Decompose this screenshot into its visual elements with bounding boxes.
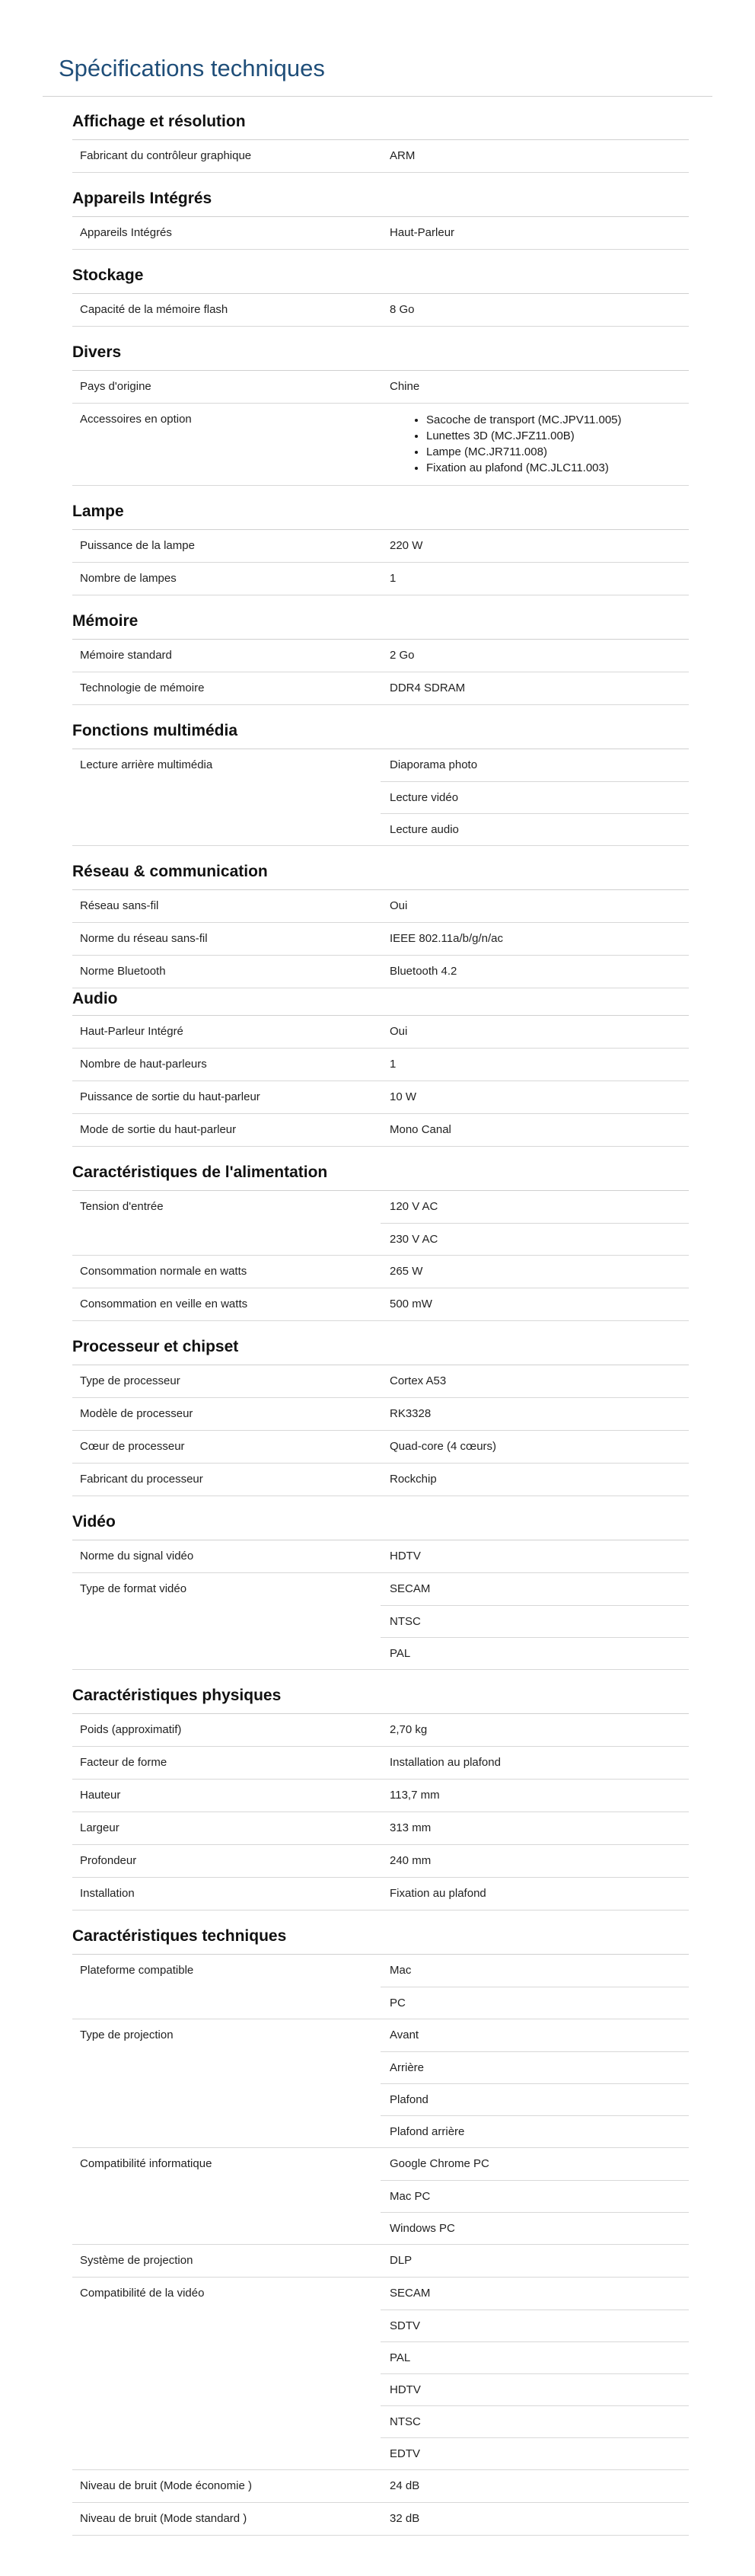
spec-value: Lecture vidéo [381, 781, 689, 813]
spec-section [72, 1496, 689, 1670]
spec-values [381, 217, 689, 249]
accessory-list [390, 412, 689, 476]
section-title: Audio [72, 988, 689, 1016]
spec-label: Type de projection [80, 2029, 174, 2041]
spec-row [72, 1365, 689, 1398]
section-title: Vidéo [72, 1496, 689, 1540]
spec-values [381, 890, 689, 922]
spec-label: Type de format vidéo [80, 1582, 187, 1595]
spec-row [72, 890, 689, 923]
spec-label: Capacité de la mémoire flash [80, 303, 228, 316]
spec-row [72, 2278, 689, 2470]
spec-value: 313 mm [390, 1821, 432, 1834]
spec-label: Mémoire standard [80, 649, 172, 662]
spec-value: PC [381, 1987, 689, 2019]
spec-row [72, 1431, 689, 1464]
spec-section [72, 595, 689, 705]
spec-row [72, 640, 689, 672]
spec-value: NTSC [381, 1605, 689, 1637]
spec-label: Hauteur [80, 1789, 121, 1802]
spec-label: Largeur [80, 1821, 119, 1834]
spec-value: Avant [390, 2029, 419, 2041]
spec-values [381, 1114, 689, 1146]
spec-section [72, 988, 689, 1147]
spec-values [381, 2503, 689, 2535]
spec-label: Plateforme compatible [80, 1964, 194, 1977]
spec-values [381, 956, 689, 988]
spec-value: Plafond [381, 2083, 689, 2115]
spec-values [381, 1955, 689, 2019]
spec-row [72, 1573, 689, 1670]
spec-values [381, 2470, 689, 2502]
spec-values [381, 1573, 689, 1669]
spec-value: EDTV [381, 2437, 689, 2469]
spec-value: Plafond arrière [381, 2115, 689, 2147]
spec-row [72, 1955, 689, 2019]
spec-values [381, 371, 689, 403]
section-title: Stockage [72, 250, 689, 294]
spec-values [381, 1288, 689, 1320]
spec-values [381, 1256, 689, 1288]
spec-label: Poids (approximatif) [80, 1723, 182, 1736]
spec-row [72, 1540, 689, 1573]
spec-row [72, 404, 689, 486]
spec-section [72, 486, 689, 595]
section-title: Fonctions multimédia [72, 705, 689, 749]
section-title: Caractéristiques techniques [72, 1910, 689, 1955]
spec-label: Pays d'origine [80, 380, 151, 393]
spec-label: Haut-Parleur Intégré [80, 1025, 183, 1038]
spec-value: 500 mW [390, 1298, 432, 1310]
accessory-item: • Lunettes 3D (MC.JFZ11.00B) [426, 428, 689, 444]
spec-value: SECAM [390, 2287, 431, 2300]
spec-values [381, 672, 689, 704]
spec-value: Oui [390, 899, 408, 912]
spec-value: Oui [390, 1025, 408, 1038]
spec-value: 120 V AC [390, 1200, 438, 1213]
spec-value: NTSC [381, 2405, 689, 2437]
spec-label: Niveau de bruit (Mode économie ) [80, 2479, 252, 2492]
spec-values [381, 2148, 689, 2244]
spec-value: 24 dB [390, 2479, 420, 2492]
spec-label: Compatibilité de la vidéo [80, 2287, 205, 2300]
spec-values [381, 294, 689, 326]
accessory-item: • Lampe (MC.JR711.008) [426, 444, 689, 460]
spec-values [381, 1049, 689, 1081]
spec-label: Lecture arrière multimédia [80, 758, 213, 771]
spec-section [72, 96, 689, 173]
spec-row [72, 1081, 689, 1114]
spec-label: Profondeur [80, 1854, 137, 1867]
spec-values [381, 404, 689, 485]
spec-values [381, 1878, 689, 1910]
spec-value: Mac [390, 1964, 412, 1977]
spec-row [72, 1049, 689, 1081]
section-title: Processeur et chipset [72, 1321, 689, 1365]
spec-section [72, 1147, 689, 1321]
spec-label: Technologie de mémoire [80, 682, 205, 694]
spec-value: Cortex A53 [390, 1374, 447, 1387]
spec-values [381, 2278, 689, 2469]
spec-value: 32 dB [390, 2512, 420, 2525]
section-title: Affichage et résolution [72, 96, 689, 140]
spec-label: Norme du signal vidéo [80, 1550, 194, 1563]
spec-section [72, 250, 689, 327]
section-title: Lampe [72, 486, 689, 530]
spec-value: DLP [390, 2254, 413, 2267]
spec-values [381, 2245, 689, 2277]
spec-section [72, 1910, 689, 2536]
spec-value: SECAM [390, 1582, 431, 1595]
spec-label: Modèle de processeur [80, 1407, 193, 1420]
spec-value: DDR4 SDRAM [390, 682, 466, 694]
spec-row [72, 1845, 689, 1878]
spec-label: Type de processeur [80, 1374, 180, 1387]
spec-row [72, 1016, 689, 1049]
spec-label: Niveau de bruit (Mode standard ) [80, 2512, 247, 2525]
spec-values [381, 140, 689, 172]
spec-value: Installation au plafond [390, 1756, 501, 1769]
spec-value: 2 Go [390, 649, 415, 662]
spec-row [72, 1714, 689, 1747]
spec-value: Quad-core (4 cœurs) [390, 1440, 497, 1453]
spec-section [72, 846, 689, 988]
spec-section [72, 705, 689, 846]
spec-values [381, 2019, 689, 2147]
spec-label: Consommation en veille en watts [80, 1298, 248, 1310]
spec-row [72, 923, 689, 956]
spec-row [72, 1191, 689, 1256]
spec-row [72, 956, 689, 988]
spec-value: SDTV [381, 2309, 689, 2341]
spec-label: Accessoires en option [80, 413, 192, 426]
spec-row [72, 1114, 689, 1147]
spec-label: Consommation normale en watts [80, 1265, 247, 1278]
section-title: Mémoire [72, 595, 689, 640]
spec-values [381, 1845, 689, 1877]
spec-value: RK3328 [390, 1407, 432, 1420]
spec-label: Norme du réseau sans-fil [80, 932, 208, 945]
spec-values [381, 1812, 689, 1844]
spec-value: 220 W [390, 539, 423, 552]
spec-value: 8 Go [390, 303, 415, 316]
spec-row [72, 2503, 689, 2536]
spec-label: Nombre de haut-parleurs [80, 1058, 207, 1071]
spec-values [381, 1464, 689, 1495]
spec-row [72, 2470, 689, 2503]
accessory-item: • Fixation au plafond (MC.JLC11.003) [426, 460, 689, 476]
spec-label: Fabricant du contrôleur graphique [80, 149, 252, 162]
spec-value: PAL [381, 2341, 689, 2373]
spec-label: Puissance de la lampe [80, 539, 195, 552]
spec-row [72, 1288, 689, 1321]
spec-values [381, 1714, 689, 1746]
section-title: Réseau & communication [72, 846, 689, 890]
spec-value: Rockchip [390, 1473, 437, 1486]
section-title: Caractéristiques physiques [72, 1670, 689, 1714]
spec-values [381, 1398, 689, 1430]
spec-values [381, 1081, 689, 1113]
page-title: Spécifications techniques [59, 55, 325, 81]
spec-row [72, 1812, 689, 1845]
spec-row [72, 1464, 689, 1496]
spec-row [72, 2148, 689, 2245]
section-title: Caractéristiques de l'alimentation [72, 1147, 689, 1191]
spec-row [72, 140, 689, 173]
spec-row [72, 371, 689, 404]
spec-value: 230 V AC [381, 1223, 689, 1255]
spec-value: Windows PC [381, 2212, 689, 2244]
spec-value: 10 W [390, 1090, 417, 1103]
spec-values [381, 640, 689, 672]
spec-value: Chine [390, 380, 420, 393]
spec-values [381, 1431, 689, 1463]
spec-section [72, 1670, 689, 1910]
spec-value: 240 mm [390, 1854, 432, 1867]
spec-row [72, 1747, 689, 1780]
spec-label: Facteur de forme [80, 1756, 167, 1769]
spec-row [72, 217, 689, 250]
spec-value: Mac PC [381, 2180, 689, 2212]
spec-value: 1 [390, 1058, 397, 1071]
spec-value: 1 [390, 572, 397, 585]
spec-label: Système de projection [80, 2254, 193, 2267]
spec-values [381, 530, 689, 562]
spec-label: Réseau sans-fil [80, 899, 159, 912]
spec-label: Puissance de sortie du haut-parleur [80, 1090, 260, 1103]
spec-label: Appareils Intégrés [80, 226, 172, 239]
spec-value: Bluetooth 4.2 [390, 965, 457, 978]
spec-value: ARM [390, 149, 416, 162]
spec-value-list [381, 404, 689, 485]
spec-value: 265 W [390, 1265, 423, 1278]
spec-label: Fabricant du processeur [80, 1473, 203, 1486]
spec-value: IEEE 802.11a/b/g/n/ac [390, 932, 503, 945]
section-title: Divers [72, 327, 689, 371]
spec-value: HDTV [381, 2373, 689, 2405]
spec-label: Tension d'entrée [80, 1200, 164, 1213]
spec-row [72, 1780, 689, 1812]
spec-row [72, 1398, 689, 1431]
spec-value: Lecture audio [381, 813, 689, 845]
accessory-item: • Sacoche de transport (MC.JPV11.005) [426, 412, 689, 428]
spec-value: PAL [381, 1637, 689, 1669]
spec-value: Google Chrome PC [390, 2157, 489, 2170]
spec-row [72, 749, 689, 846]
spec-value: Diaporama photo [390, 758, 478, 771]
spec-section [72, 1321, 689, 1496]
spec-row [72, 1878, 689, 1910]
spec-values [381, 923, 689, 955]
spec-label: Mode de sortie du haut-parleur [80, 1123, 237, 1136]
spec-values [381, 563, 689, 595]
spec-values [381, 1747, 689, 1779]
spec-value: 2,70 kg [390, 1723, 428, 1736]
spec-values [381, 1780, 689, 1811]
spec-values [381, 1016, 689, 1048]
spec-row [72, 2245, 689, 2278]
spec-value: HDTV [390, 1550, 421, 1563]
spec-row [72, 672, 689, 705]
spec-values [381, 1365, 689, 1397]
spec-value: Haut-Parleur [390, 226, 455, 239]
spec-value: 113,7 mm [390, 1789, 440, 1802]
spec-value: Arrière [381, 2051, 689, 2083]
spec-row [72, 563, 689, 595]
spec-label: Cœur de processeur [80, 1440, 185, 1453]
spec-row [72, 530, 689, 563]
spec-values [381, 1540, 689, 1572]
spec-values [381, 1191, 689, 1255]
spec-row [72, 2019, 689, 2148]
spec-section [72, 327, 689, 486]
spec-value: Fixation au plafond [390, 1887, 486, 1900]
spec-label: Installation [80, 1887, 135, 1900]
spec-section [72, 173, 689, 250]
spec-label: Compatibilité informatique [80, 2157, 212, 2170]
spec-row [72, 1256, 689, 1288]
spec-row [72, 294, 689, 327]
spec-value: Mono Canal [390, 1123, 451, 1136]
spec-label: Norme Bluetooth [80, 965, 166, 978]
spec-values [381, 749, 689, 845]
spec-label: Nombre de lampes [80, 572, 177, 585]
specifications-list [72, 96, 689, 2536]
section-title: Appareils Intégrés [72, 173, 689, 217]
